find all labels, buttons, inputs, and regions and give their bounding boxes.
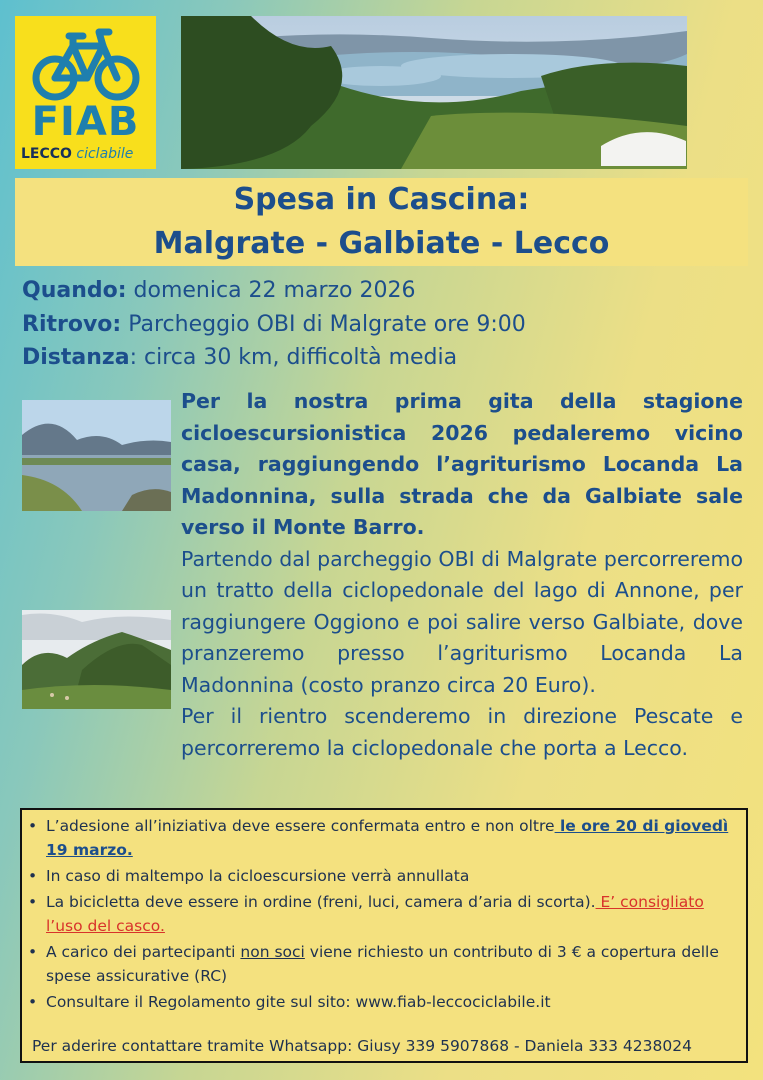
logo-subtitle [21, 146, 133, 162]
info-distance-value: : circa 30 km, difficoltà media [129, 345, 458, 370]
note-registration-deadline: le ore 20 di giovedì 19 marzo. [46, 817, 729, 859]
title-banner [15, 178, 748, 266]
info-distance [22, 343, 457, 373]
bullet: • [28, 943, 38, 961]
bicycle-icon [31, 24, 141, 102]
logo-subtitle-city: LECCO [21, 146, 72, 162]
note-rules [28, 990, 738, 1014]
note-bicycle-text: La bicicletta deve essere in ordine (freni, luci, camera d’aria di scorta). [46, 893, 596, 911]
note-insurance-pre: A carico dei partecipanti [46, 943, 241, 961]
note-registration-text: L’adesione all’iniziativa deve essere confermata entro e non oltre [46, 817, 555, 835]
description-route: Partendo dal parcheggio OBI di Malgrate percorreremo un tratto della ciclopedonale del lago di Annone, per raggiungere Oggiono e poi salire verso Galbiate, dove pranzeremo presso l’agriturismo Locanda La Madonnina (costo pranzo circa 20 Euro). [181, 546, 743, 697]
info-meeting-point [22, 310, 526, 340]
event-title-line2: Malgrate - Galbiate - Lecco [153, 226, 610, 261]
bullet: • [28, 867, 38, 885]
lake-photo [22, 400, 171, 511]
info-meeting-value: Parcheggio OBI di Malgrate ore 9:00 [121, 312, 526, 337]
note-weather [28, 864, 738, 888]
bullet: • [28, 817, 38, 835]
note-insurance-nonmembers: non soci [240, 943, 305, 961]
note-registration [28, 814, 738, 862]
hero-landscape-photo [181, 16, 687, 169]
description-return: Per il rientro scenderemo in direzione Pescate e percorreremo la ciclopedonale che porta a Lecco. [181, 704, 743, 760]
description-lead: Per la nostra prima gita della stagione cicloescursionistica 2026 pedaleremo vicino casa, raggiungendo l’agriturismo Locanda La Madonnina, sulla strada che da Galbiate sale verso il Monte Barro. [181, 389, 743, 539]
contact-info: Per aderire contattare tramite Whatsapp: Giusy 339 5907868 - Daniela 333 4238024 [32, 1037, 692, 1055]
event-description [181, 386, 743, 764]
notes-box [20, 808, 748, 1063]
note-helmet-warning: E’ consigliato l’uso del casco. [46, 893, 704, 935]
notes-list [28, 814, 738, 1016]
note-weather-text: In caso di maltempo la cicloescursione verrà annullata [46, 867, 470, 885]
info-when-label: Quando: [22, 278, 127, 303]
info-meeting-label: Ritrovo: [22, 312, 122, 337]
logo-subtitle-tag: ciclabile [76, 146, 134, 162]
mountains-photo [22, 610, 171, 709]
event-title-line1: Spesa in Cascina: [233, 182, 530, 217]
bullet: • [28, 993, 38, 1011]
note-bicycle [28, 890, 738, 938]
logo-wordmark: FIAB [31, 99, 140, 145]
note-insurance [28, 940, 738, 988]
info-when-value: domenica 22 marzo 2026 [126, 278, 416, 303]
bullet: • [28, 893, 38, 911]
info-when [22, 276, 416, 306]
fiab-logo [15, 16, 156, 169]
note-rules-text: Consultare il Regolamento gite sul sito: www.fiab-leccociclabile.it [46, 993, 551, 1011]
note-insurance-post: viene richiesto un contributo di 3 € a copertura delle spese assicurative (RC) [46, 943, 719, 985]
info-distance-label: Distanza [22, 345, 130, 370]
